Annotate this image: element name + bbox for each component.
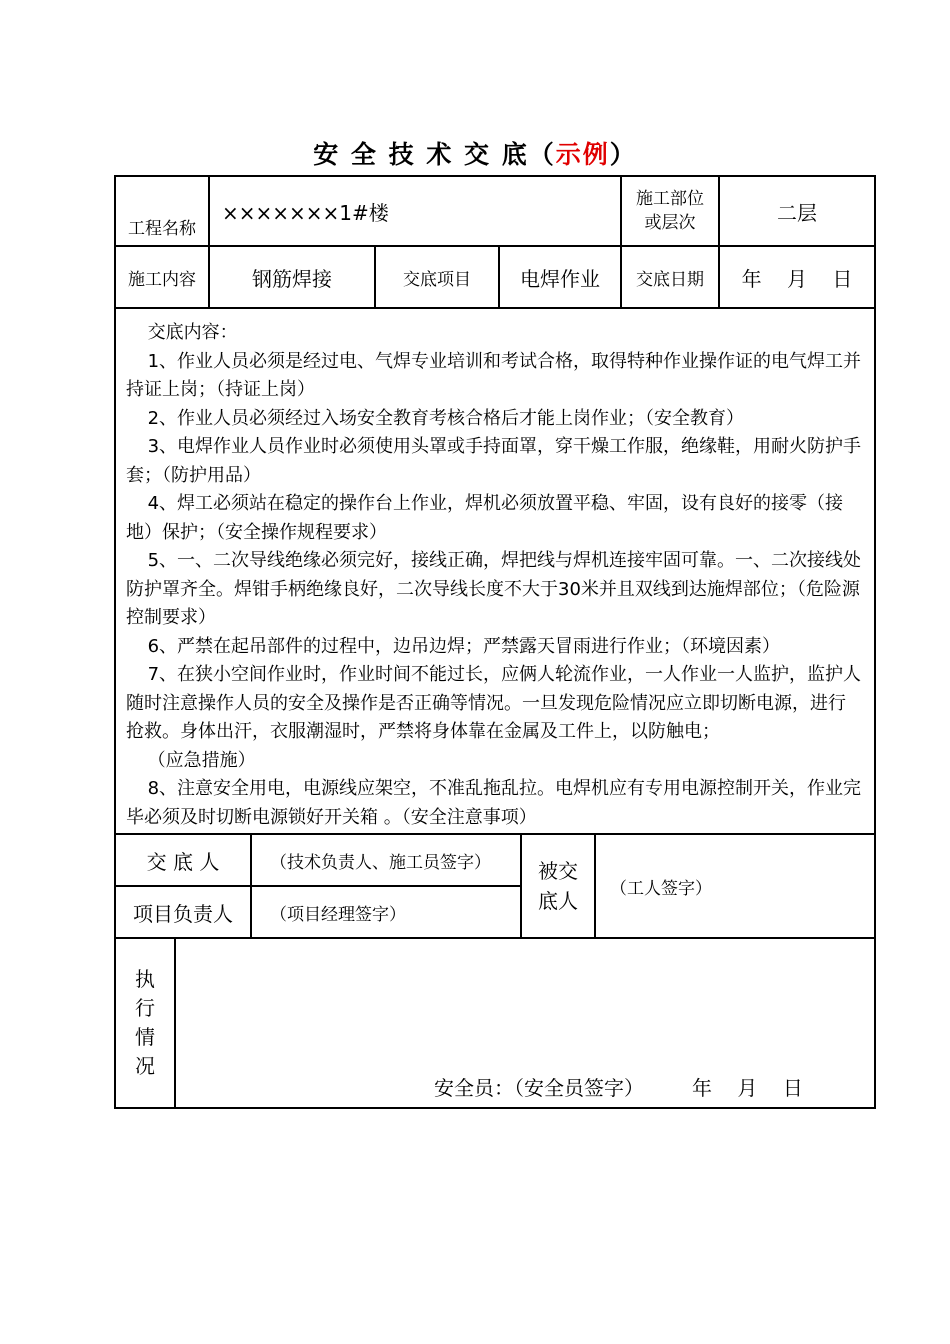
disclosure-details [116,309,874,833]
location-value: 二层 [777,200,817,225]
project-name-label: 工程名称 [116,177,210,245]
disclosure-table [114,175,876,1109]
detail-item: （应急措施） [147,749,256,771]
detail-item: 5、一、二次导线绝缘必须完好，接线正确，焊把线与焊机连接牢固可靠。一、二次接线处防护罩齐全。焊钳手柄绝缘良好，二次导线长度不大于30米并且双线到达施焊部位；（危险源控制要求） [126,550,862,628]
receiver-signature: （工人签字） [610,878,712,899]
execution-area [176,939,874,1107]
discloser-signature: （技术负责人、施工员签字） [270,852,491,873]
safety-officer-line [434,1072,803,1101]
project-manager-label: 项目负责人 [116,887,252,937]
construction-content-label: 施工内容 [116,247,210,307]
project-name-value: ×××××××1#楼 [210,177,622,245]
detail-item: 3、电焊作业人员作业时必须使用头罩或手持面罩，穿干燥工作服，绝缘鞋，用耐火防护手套；（防护用品） [126,436,862,486]
title-close: ） [609,140,637,169]
execution-date: 年 月 日 [692,1076,803,1100]
execution-section [116,939,874,1107]
construction-content-value: 钢筋焊接 [210,247,376,307]
receiver-label: 被交 底人 [522,835,596,937]
details-row [116,309,874,835]
title-example-mark: 示例 [555,140,610,169]
disclosure-item-value: 电焊作业 [500,247,622,307]
project-manager-signature: （项目经理签字） [270,904,406,925]
disclosure-date-label: 交底日期 [622,247,720,307]
signature-section [116,835,874,939]
disclosure-date-value: 年 月 日 [741,266,853,291]
disclosure-item-label: 交底项目 [376,247,500,307]
document-title [0,135,950,171]
project-row [116,177,874,247]
detail-item: 7、在狭小空间作业时，作业时间不能过长，应俩人轮流作业，一人作业一人监护，监护人随时注意操作人员的安全及操作是否正确等情况。一旦发现危险情况应立即切断电源，进行抢救。身体出汗，衣服潮湿时，严禁将身体靠在金属及工件上，以防触电； [126,664,862,742]
safety-officer-signature: 安全员：（安全员签字） [434,1076,644,1100]
detail-item: 2、作业人员必须经过入场安全教育考核合格后才能上岗作业；（安全教育） [147,407,745,429]
details-heading: 交底内容： [147,322,238,343]
detail-item: 1、作业人员必须是经过电、气焊专业培训和考试合格，取得特种作业操作证的电气焊工并持证上岗；（持证上岗） [126,350,862,400]
title-text: 安 全 技 术 交 底（ [313,140,556,169]
detail-item: 6、严禁在起吊部件的过程中，边吊边焊；严禁露天冒雨进行作业；（环境因素） [147,635,781,657]
content-row [116,247,874,309]
execution-label: 执 行 情 况 [116,939,176,1107]
discloser-label: 交 底 人 [116,835,252,885]
detail-item: 8、注意安全用电，电源线应架空，不准乱拖乱拉。电焊机应有专用电源控制开关，作业完毕必须及时切断电源锁好开关箱 。（安全注意事项） [126,778,862,828]
location-label: 施工部位 或层次 [622,177,720,245]
detail-item: 4、焊工必须站在稳定的操作台上作业，焊机必须放置平稳、牢固，设有良好的接零（接地）保护；（安全操作规程要求） [126,493,844,543]
